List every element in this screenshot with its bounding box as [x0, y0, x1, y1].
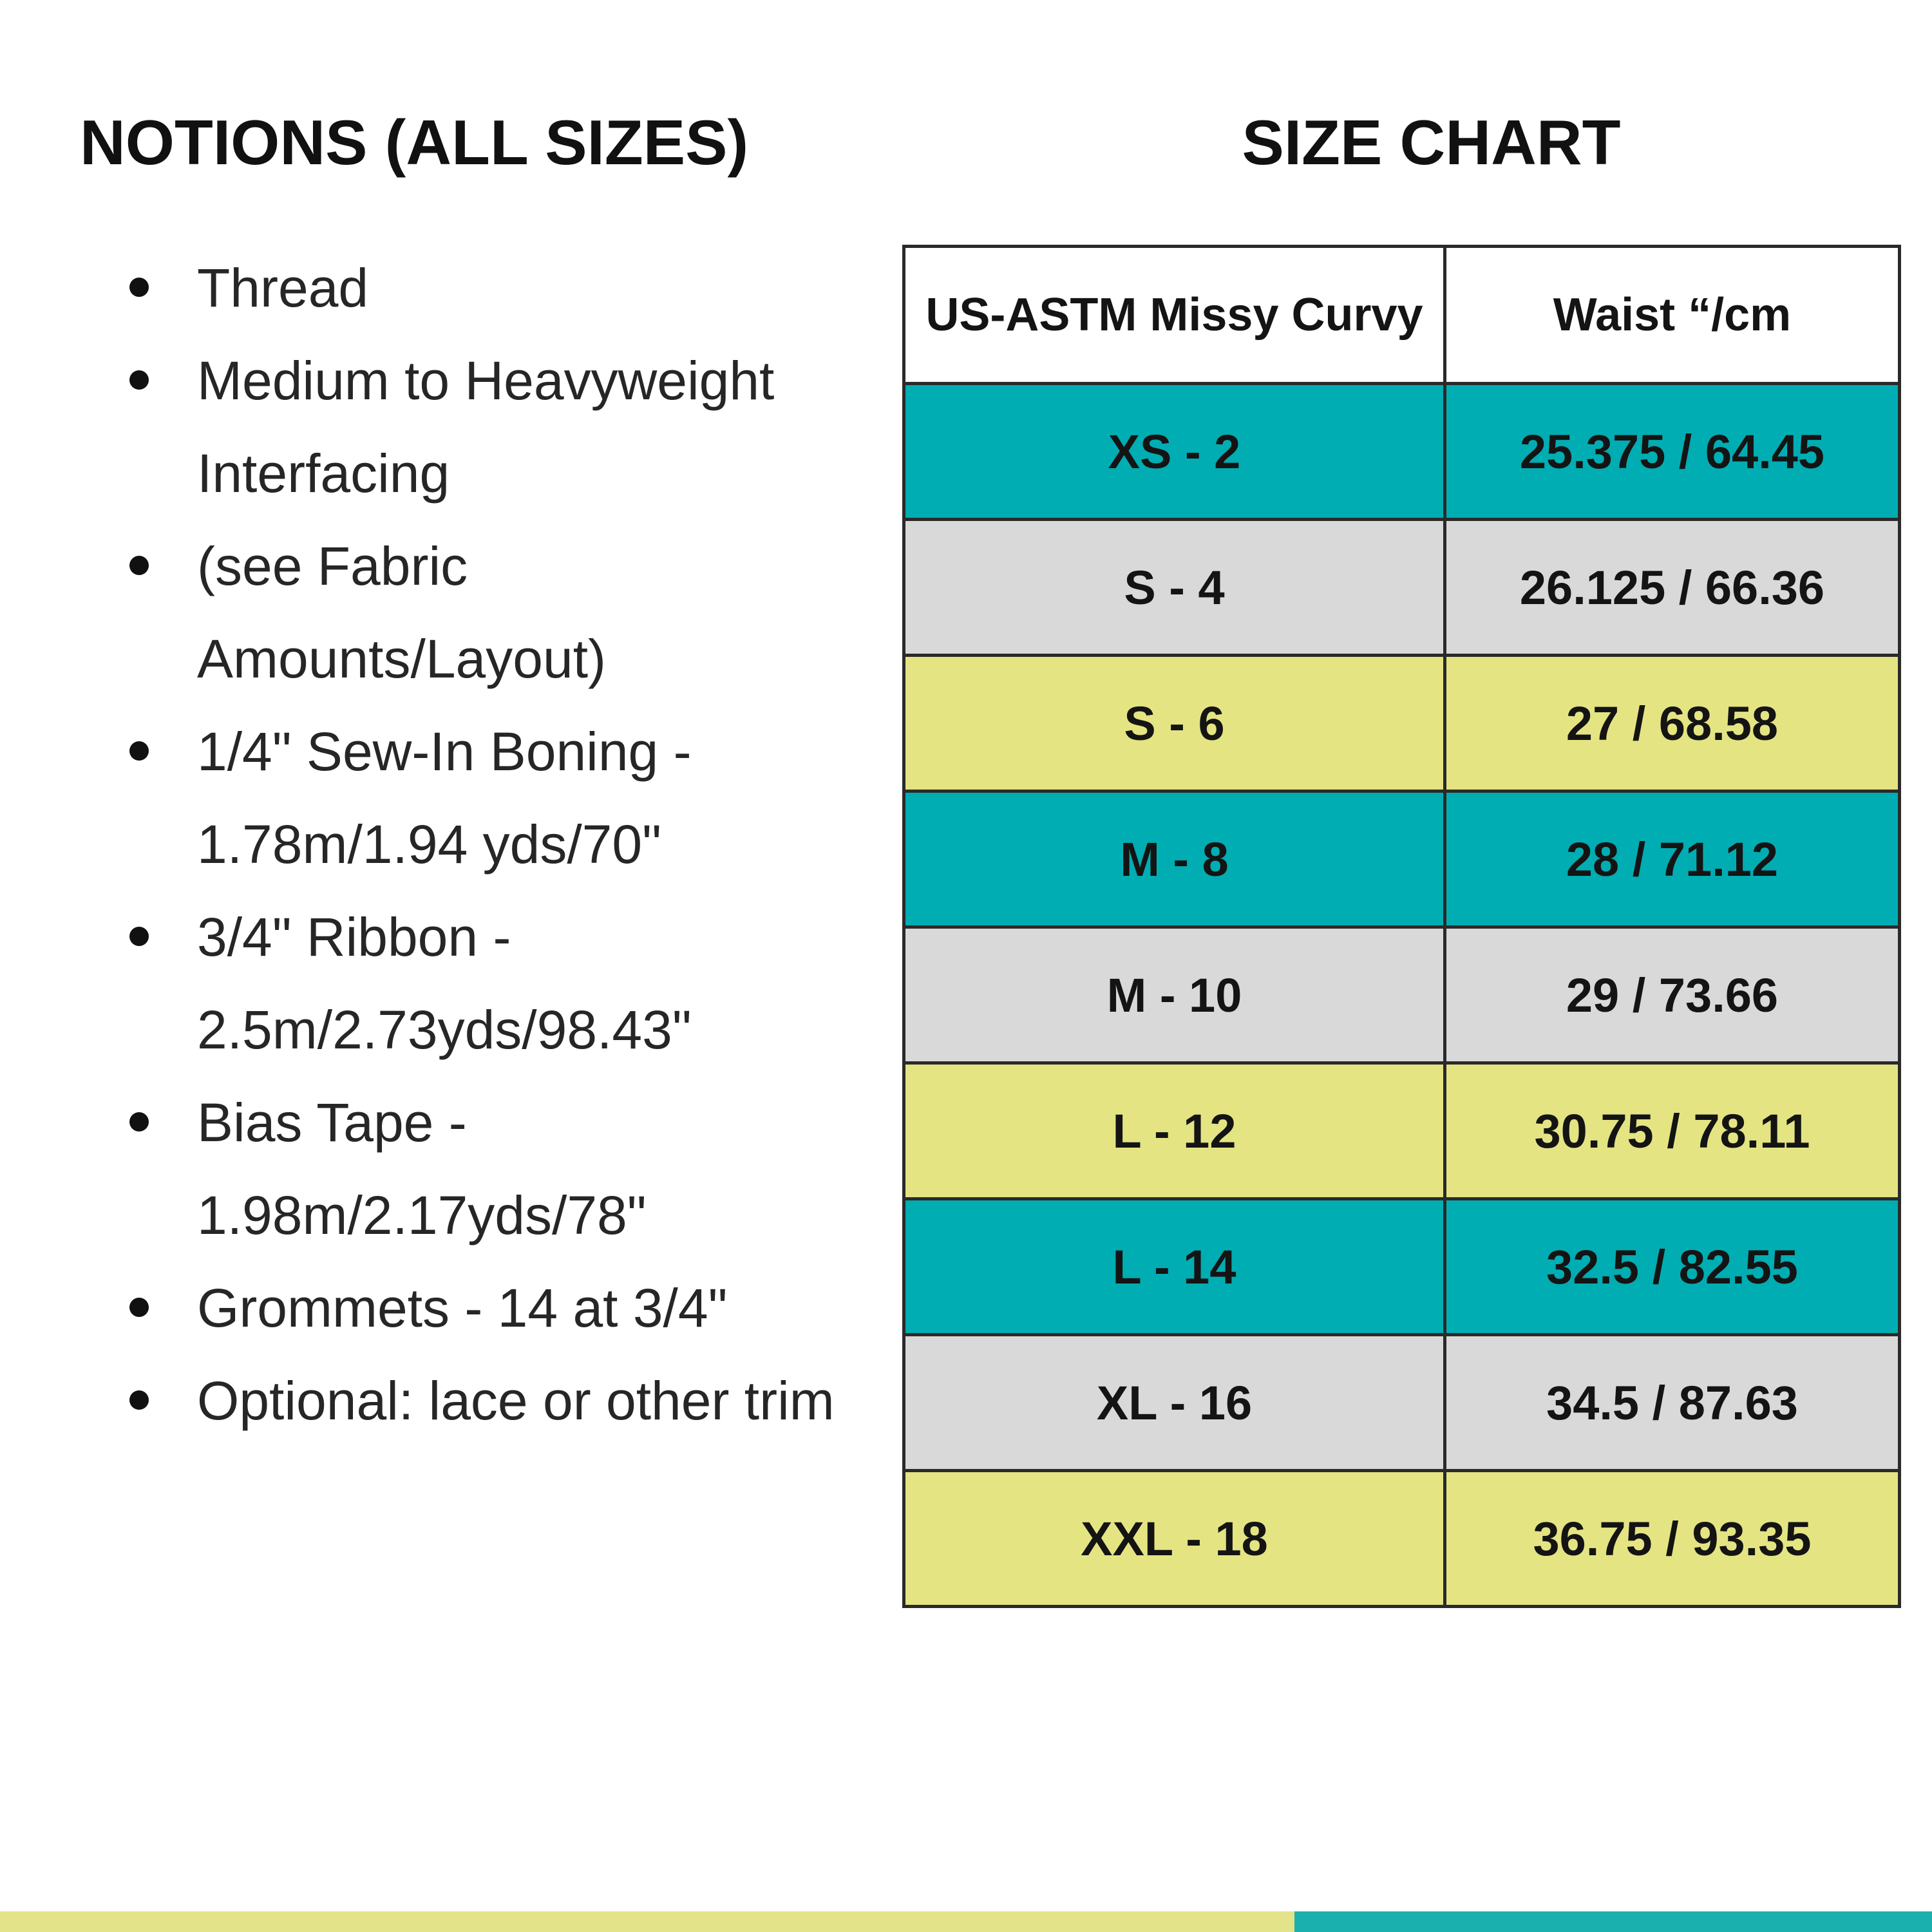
bullet-icon [129, 1390, 149, 1410]
table-row [904, 656, 1900, 791]
bullet-icon [129, 927, 149, 946]
notions-item-boning [0, 705, 857, 891]
table-row [904, 384, 1900, 520]
table-row [904, 520, 1900, 656]
bullet-icon [129, 370, 149, 390]
notions-item-interfacing [0, 334, 857, 520]
header-waist-column: Waist “/cm [1445, 247, 1900, 384]
notions-item-label: 3/4" Ribbon - 2.5m/2.73yds/98.43" [197, 907, 692, 1060]
notions-item-label: Grommets - 14 at 3/4" [197, 1278, 728, 1338]
notions-list [0, 242, 857, 1447]
notions-item-grommets [0, 1262, 857, 1354]
notions-item-bias-tape [0, 1076, 857, 1262]
table-row [904, 1063, 1900, 1199]
notions-item-fabric-amounts [0, 520, 857, 705]
footer-stripe [0, 1911, 1932, 1932]
notions-item-ribbon [0, 891, 857, 1076]
notions-item-label: (see Fabric Amounts/Layout) [197, 536, 607, 689]
table-row [904, 927, 1900, 1063]
waist-cell: 27 / 68.58 [1445, 656, 1900, 791]
footer-stripe-teal [1294, 1911, 1932, 1932]
header-size-column: US-ASTM Missy Curvy [904, 247, 1445, 384]
bullet-icon [129, 1112, 149, 1132]
size-cell: XL - 16 [904, 1335, 1445, 1471]
size-cell: L - 14 [904, 1199, 1445, 1335]
waist-cell: 30.75 / 78.11 [1445, 1063, 1900, 1199]
size-cell: S - 6 [904, 656, 1445, 791]
table-row [904, 1335, 1900, 1471]
waist-cell: 28 / 71.12 [1445, 791, 1900, 927]
bullet-icon [129, 556, 149, 575]
bullet-icon [129, 1298, 149, 1317]
bullet-icon [129, 278, 149, 297]
waist-cell: 32.5 / 82.55 [1445, 1199, 1900, 1335]
size-cell: M - 8 [904, 791, 1445, 927]
bullet-icon [129, 741, 149, 761]
waist-cell: 29 / 73.66 [1445, 927, 1900, 1063]
footer-stripe-yellow [0, 1911, 1294, 1932]
table-row [904, 1471, 1900, 1607]
size-cell: XXL - 18 [904, 1471, 1445, 1607]
waist-cell: 25.375 / 64.45 [1445, 384, 1900, 520]
table-row [904, 1199, 1900, 1335]
notions-item-optional-trim [0, 1354, 857, 1447]
table-header-row [904, 247, 1900, 384]
size-chart-title: SIZE CHART [1242, 107, 1621, 178]
waist-cell: 36.75 / 93.35 [1445, 1471, 1900, 1607]
waist-cell: 34.5 / 87.63 [1445, 1335, 1900, 1471]
notions-item-thread [0, 242, 857, 334]
size-cell: M - 10 [904, 927, 1445, 1063]
size-chart-table [902, 245, 1901, 1608]
notions-item-label: Bias Tape - 1.98m/2.17yds/78" [197, 1092, 647, 1245]
table-row [904, 791, 1900, 927]
size-cell: S - 4 [904, 520, 1445, 656]
size-cell: L - 12 [904, 1063, 1445, 1199]
notions-item-label: Medium to Heavyweight Interfacing [197, 350, 775, 504]
waist-cell: 26.125 / 66.36 [1445, 520, 1900, 656]
notions-item-label: 1/4" Sew-In Boning - 1.78m/1.94 yds/70" [197, 721, 692, 875]
notions-title: NOTIONS (ALL SIZES) [80, 107, 749, 178]
size-cell: XS - 2 [904, 384, 1445, 520]
notions-item-label: Thread [197, 258, 369, 318]
notions-item-label: Optional: lace or other trim [197, 1370, 835, 1431]
